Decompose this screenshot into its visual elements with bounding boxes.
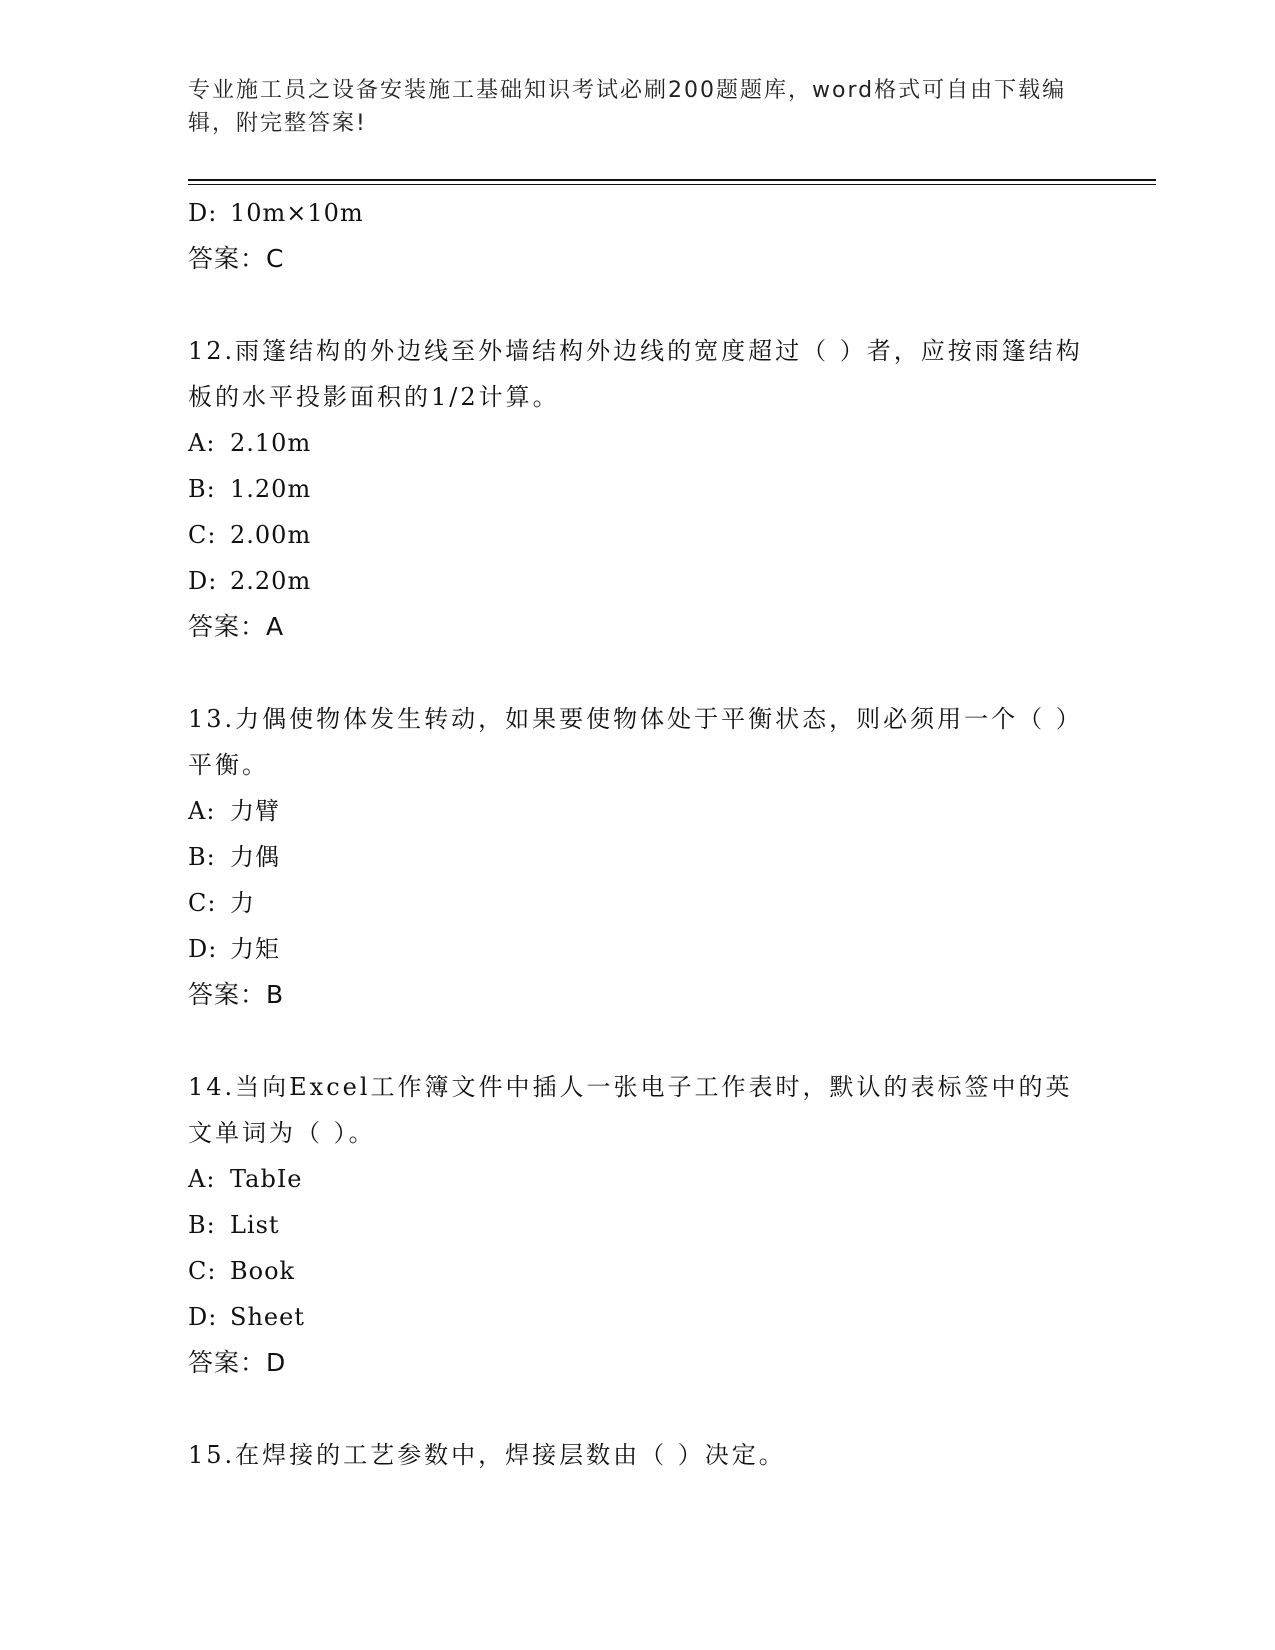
- option-label: B:: [188, 475, 216, 503]
- question-stem: 15.在焊接的工艺参数中，焊接层数由（ ）决定。: [188, 1441, 786, 1469]
- option-text: TabIe: [230, 1165, 303, 1193]
- question-stem: 14.当向Excel工作簿文件中插人一张电子工作表时，默认的表标签中的英文单词为（ ）。: [188, 1073, 1073, 1147]
- option-label: C:: [188, 889, 217, 917]
- answer: 答案：A: [188, 612, 285, 641]
- option-text: 2.10m: [230, 429, 312, 457]
- question-list: [188, 190, 1088, 1478]
- option-label: D:: [188, 199, 218, 227]
- option-text: Book: [230, 1257, 296, 1285]
- option-text: 力矩: [230, 935, 280, 963]
- spacer: [188, 282, 1088, 328]
- option-label: C:: [188, 521, 217, 549]
- option-label: B:: [188, 1211, 216, 1239]
- option-c: [188, 880, 1088, 926]
- option-label: A:: [188, 797, 216, 825]
- option-text: 1.20m: [230, 475, 312, 503]
- option-b: [188, 834, 1088, 880]
- option-a: [188, 420, 1088, 466]
- answer: 答案：D: [188, 1348, 287, 1377]
- option-c: [188, 512, 1088, 558]
- option-text: 2.00m: [230, 521, 312, 549]
- option-text: List: [230, 1211, 280, 1239]
- option-label: A:: [188, 1165, 216, 1193]
- option-text: Sheet: [230, 1303, 305, 1331]
- option-b: [188, 466, 1088, 512]
- option-label: B:: [188, 843, 216, 871]
- option-text: 10m×10m: [230, 199, 364, 227]
- spacer: [188, 1018, 1088, 1064]
- option-d: [188, 190, 1088, 236]
- answer: 答案：C: [188, 244, 285, 273]
- header-divider: [188, 179, 1156, 181]
- option-a: [188, 1156, 1088, 1202]
- option-d: [188, 1294, 1088, 1340]
- question-stem: 12.雨篷结构的外边线至外墙结构外边线的宽度超过（ ）者，应按雨篷结构板的水平投影面积的1/2计算。: [188, 337, 1083, 411]
- question-stem: 13.力偶使物体发生转动，如果要使物体处于平衡状态，则必须用一个（ ）平衡。: [188, 705, 1083, 779]
- spacer: [188, 1386, 1088, 1432]
- answer: 答案：B: [188, 980, 285, 1009]
- option-d: [188, 558, 1088, 604]
- document-header: 专业施工员之设备安装施工基础知识考试必刷200题题库，word格式可自由下载编辑，附完整答案!: [188, 78, 1067, 136]
- option-a: [188, 788, 1088, 834]
- option-text: 力偶: [230, 843, 280, 871]
- option-label: C:: [188, 1257, 217, 1285]
- spacer: [188, 650, 1088, 696]
- option-text: 2.20m: [230, 567, 312, 595]
- option-label: D:: [188, 1303, 218, 1331]
- option-text: 力: [230, 889, 255, 917]
- option-label: D:: [188, 567, 218, 595]
- option-d: [188, 926, 1088, 972]
- option-text: 力臂: [230, 797, 280, 825]
- option-c: [188, 1248, 1088, 1294]
- option-b: [188, 1202, 1088, 1248]
- header-divider-thin: [188, 184, 1156, 185]
- option-label: D:: [188, 935, 218, 963]
- option-label: A:: [188, 429, 216, 457]
